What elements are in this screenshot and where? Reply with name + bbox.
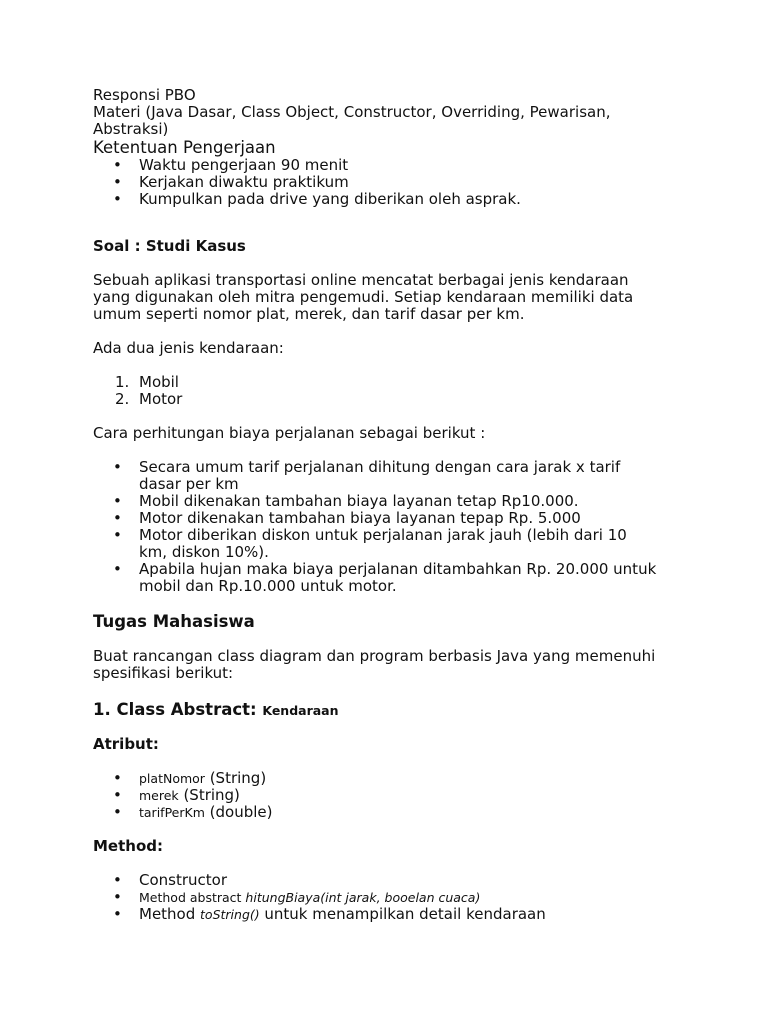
bullet-marker: • bbox=[113, 803, 122, 821]
atribut-type: (String) bbox=[204, 769, 267, 787]
ketentuan-item-1: Waktu pengerjaan 90 menit bbox=[139, 156, 349, 174]
bullet-marker: • bbox=[113, 786, 122, 804]
bullet-marker: • bbox=[113, 173, 122, 191]
method-suffix: untuk menampilkan detail kendaraan bbox=[259, 905, 546, 923]
bullet-marker: • bbox=[113, 492, 122, 510]
bullet-marker: • bbox=[113, 526, 122, 544]
bullet-marker: • bbox=[113, 871, 122, 889]
bullet-marker: • bbox=[113, 190, 122, 208]
list-number: 1. bbox=[115, 373, 130, 391]
soal-intro-line-2: yang digunakan oleh mitra pengemudi. Setiap kendaraan memiliki data bbox=[93, 288, 634, 306]
tugas-intro-line-2: spesifikasi berikut: bbox=[93, 664, 234, 682]
method-item-hitungbiaya bbox=[139, 889, 480, 906]
ketentuan-item-2: Kerjakan diwaktu praktikum bbox=[139, 173, 349, 191]
bullet-marker: • bbox=[113, 509, 122, 527]
bullet-marker: • bbox=[113, 458, 122, 476]
atribut-item-merek bbox=[139, 787, 240, 804]
class-abstract-heading bbox=[93, 700, 339, 721]
soal-intro-line-1: Sebuah aplikasi transportasi online mencatat berbagai jenis kendaraan bbox=[93, 271, 629, 289]
biaya-item-2: Mobil dikenakan tambahan biaya layanan tetap Rp10.000. bbox=[139, 492, 579, 510]
bullet-marker: • bbox=[113, 560, 122, 578]
soal-title: Soal : Studi Kasus bbox=[93, 237, 246, 255]
soal-intro-line-3: umum seperti nomor plat, merek, dan tarif dasar per km. bbox=[93, 305, 525, 323]
jenis-intro: Ada dua jenis kendaraan: bbox=[93, 339, 284, 357]
method-title: Method: bbox=[93, 837, 163, 855]
atribut-item-tarifperkm bbox=[139, 804, 272, 821]
biaya-item-5-cont: mobil dan Rp.10.000 untuk motor. bbox=[139, 577, 397, 595]
header-line-3: Abstraksi) bbox=[93, 120, 169, 138]
method-signature: hitungBiaya(int jarak, booelan cuaca) bbox=[245, 890, 481, 905]
tugas-intro-line-1: Buat rancangan class diagram dan program berbasis Java yang memenuhi bbox=[93, 647, 656, 665]
jenis-item-mobil: Mobil bbox=[139, 373, 179, 391]
method-item-constructor: Constructor bbox=[139, 871, 228, 889]
header-line-1: Responsi PBO bbox=[93, 86, 196, 104]
bullet-marker: • bbox=[113, 769, 122, 787]
bullet-marker: • bbox=[113, 905, 122, 923]
method-prefix: Method abstract bbox=[139, 890, 246, 905]
list-number: 2. bbox=[115, 390, 130, 408]
atribut-name: platNomor bbox=[139, 771, 205, 786]
method-prefix: Method bbox=[139, 905, 201, 923]
bullet-marker: • bbox=[113, 156, 122, 174]
method-item-tostring bbox=[139, 906, 546, 923]
biaya-item-1-cont: dasar per km bbox=[139, 475, 239, 493]
ketentuan-item-3: Kumpulkan pada drive yang diberikan oleh asprak. bbox=[139, 190, 521, 208]
biaya-item-4: Motor diberikan diskon untuk perjalanan jarak jauh (lebih dari 10 bbox=[139, 526, 627, 544]
biaya-intro: Cara perhitungan biaya perjalanan sebagai berikut : bbox=[93, 424, 486, 442]
tugas-title: Tugas Mahasiswa bbox=[93, 612, 255, 631]
atribut-type: (String) bbox=[178, 786, 240, 804]
jenis-item-motor: Motor bbox=[139, 390, 183, 408]
header-line-2: Materi (Java Dasar, Class Object, Constructor, Overriding, Pewarisan, bbox=[93, 103, 611, 121]
class-abstract-label: 1. Class Abstract: bbox=[93, 700, 263, 719]
atribut-item-platnomor bbox=[139, 770, 266, 787]
biaya-item-1: Secara umum tarif perjalanan dihitung dengan cara jarak x tarif bbox=[139, 458, 621, 476]
biaya-item-3: Motor dikenakan tambahan biaya layanan tepap Rp. 5.000 bbox=[139, 509, 581, 527]
ketentuan-title: Ketentuan Pengerjaan bbox=[93, 138, 276, 157]
biaya-item-4-cont: km, diskon 10%). bbox=[139, 543, 269, 561]
atribut-type: (double) bbox=[204, 803, 273, 821]
biaya-item-5: Apabila hujan maka biaya perjalanan ditambahkan Rp. 20.000 untuk bbox=[139, 560, 657, 578]
bullet-marker: • bbox=[113, 888, 122, 906]
method-signature: toString() bbox=[200, 907, 260, 922]
atribut-name: merek bbox=[139, 788, 179, 803]
atribut-name: tarifPerKm bbox=[139, 805, 205, 820]
class-name: Kendaraan bbox=[262, 703, 339, 718]
atribut-title: Atribut: bbox=[93, 735, 159, 753]
